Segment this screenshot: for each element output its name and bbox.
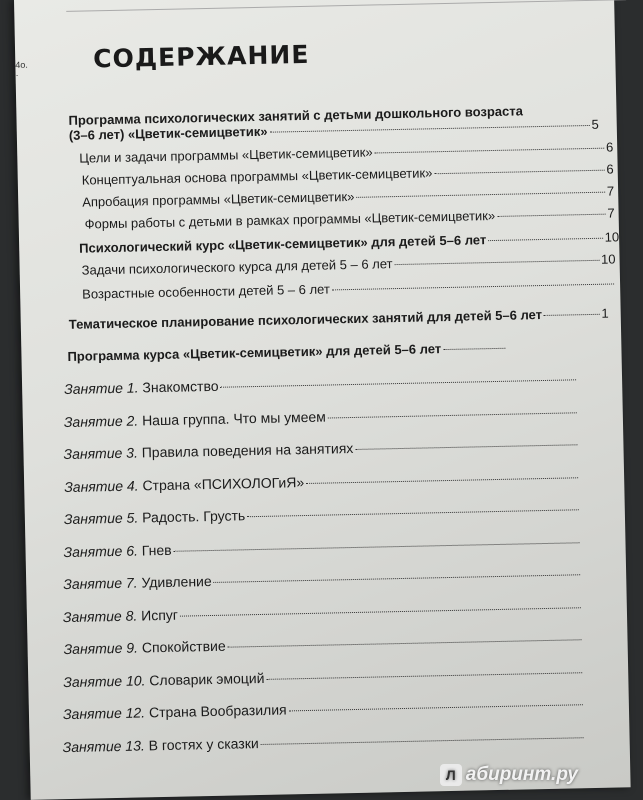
toc-lesson [63, 565, 582, 592]
dot-leader [247, 509, 579, 517]
dot-leader [356, 192, 605, 198]
lesson-title: Страна Вообразилия [148, 701, 287, 721]
toc-lesson-label [63, 669, 264, 689]
dot-leader [174, 542, 580, 552]
toc-item-label: Задачи психологического курса для детей 5 – 6 лет [81, 256, 393, 278]
toc-lesson-label [64, 378, 219, 397]
book-page [14, 0, 631, 800]
toc-item-page: 6 [606, 161, 614, 177]
toc-lesson-label [64, 507, 246, 527]
dot-leader [306, 477, 578, 484]
margin-notes [15, 60, 33, 260]
toc-lesson [63, 695, 585, 722]
toc-section-1 [68, 102, 599, 143]
toc-lesson-label [63, 606, 178, 624]
toc-item-label: Возрастные особенности детей 5 – 6 лет [82, 281, 330, 302]
dot-leader [544, 314, 599, 316]
toc-item-page: 6 [605, 139, 614, 155]
toc-item [82, 161, 614, 187]
watermark-text: абиринт.ру [465, 764, 578, 785]
top-rule [66, 0, 626, 12]
dot-leader [289, 704, 583, 711]
lesson-number: Занятие 7. [63, 574, 142, 593]
lesson-title: Гнев [141, 541, 172, 558]
lesson-number: Занятие 10. [63, 671, 150, 690]
dot-leader [270, 125, 590, 133]
toc-item [82, 251, 616, 277]
toc-lesson [62, 728, 585, 755]
dot-leader [221, 379, 577, 387]
lesson-title: Страна «ПСИХОЛОГиЯ» [142, 473, 305, 493]
dot-leader [332, 283, 614, 290]
toc-item [79, 139, 613, 165]
lesson-title: Радость. Грусть [141, 507, 246, 526]
toc-item-label: Цели и задачи программы «Цветик-семицветик» [79, 144, 373, 166]
lesson-title: Испуг [141, 606, 179, 623]
toc-item-label: Апробация программы «Цветик-семицветик» [82, 188, 355, 210]
toc-lesson-label [63, 541, 171, 559]
dot-leader [214, 574, 580, 583]
dot-leader [497, 214, 605, 217]
toc-section-1-line1: Программа психологических занятий с детьми дошкольного возраста [68, 103, 524, 128]
toc-lesson-label [62, 735, 258, 755]
toc-lesson [64, 403, 579, 430]
dot-leader [328, 412, 577, 418]
watermark [440, 764, 578, 786]
page-title: СОДЕРЖАНИЕ [92, 39, 310, 74]
lesson-number: Занятие 9. [63, 639, 143, 658]
lesson-title: Знакомство [142, 377, 219, 396]
toc-section-2-label: Психологический курс «Цветик-семицветик» для детей 5–6 лет [79, 232, 487, 256]
toc-lesson-label [63, 701, 287, 722]
toc-item-page: 7 [607, 205, 615, 221]
toc-item-label: Формы работы с детьми в рамках программы «Цветик-семицветик» [84, 207, 496, 232]
toc-lesson [63, 598, 583, 625]
dot-leader [375, 148, 604, 154]
dot-leader [261, 737, 584, 745]
toc-section-4-label: Программа курса «Цветик-семицветик» для детей 5–6 лет [67, 341, 442, 364]
lesson-title: Удивление [141, 572, 212, 591]
toc-section-2-page: 10 [604, 229, 620, 245]
lesson-number: Занятие 3. [63, 444, 142, 463]
toc-lesson [63, 533, 581, 560]
toc-section-2 [79, 229, 619, 255]
toc-lesson-label [63, 573, 212, 592]
toc-lesson [64, 370, 578, 397]
toc-lesson-label [64, 474, 304, 495]
lesson-number: Занятие 2. [63, 411, 143, 430]
toc-lesson [64, 468, 580, 495]
toc-lesson-label [63, 440, 353, 462]
lesson-number: Занятие 6. [63, 541, 142, 560]
lesson-number: Занятие 4. [64, 476, 143, 495]
labirint-logo-icon: Л [440, 764, 462, 786]
toc-item-label: Концептуальная основа программы «Цветик-семицветик» [81, 165, 433, 188]
toc-item-page: 10 [600, 251, 616, 267]
lesson-title: Наша группа. Что мы умеем [141, 408, 326, 428]
lesson-title: Словарик эмоций [149, 669, 265, 688]
dot-leader [434, 170, 604, 175]
lesson-number: Занятие 8. [62, 606, 142, 625]
toc-section-4 [67, 340, 507, 364]
toc-lesson [63, 435, 579, 462]
toc-section-3-label: Тематическое планирование психологических занятий для детей 5–6 лет [68, 307, 543, 332]
lesson-title: Спокойствие [141, 637, 226, 656]
toc-item [85, 205, 615, 231]
dot-leader [395, 260, 600, 265]
margin-note: 4о. [15, 59, 28, 70]
lesson-number: Занятие 13. [62, 736, 149, 755]
toc-section-3-page: 1 [601, 305, 609, 321]
lesson-number: Занятие 1. [63, 379, 143, 398]
toc-lesson [64, 500, 581, 527]
toc-section-3 [69, 306, 609, 332]
lesson-number: Занятие 5. [63, 509, 143, 528]
dot-leader [488, 238, 602, 241]
lesson-title: В гостях у сказки [148, 734, 259, 753]
dot-leader [228, 639, 582, 647]
lesson-title: Правила поведения на занятиях [141, 439, 354, 461]
dot-leader [355, 444, 577, 450]
toc-lesson [63, 663, 584, 690]
dot-leader [180, 607, 581, 616]
toc-item-page: 7 [606, 183, 615, 199]
dot-leader [443, 348, 505, 350]
toc-section-1-line2: (3–6 лет) «Цветик-семицветик» [68, 123, 268, 143]
toc-lesson [63, 630, 583, 657]
dot-leader [266, 672, 582, 680]
toc-lesson-label [63, 638, 225, 657]
toc-lesson-label [64, 408, 326, 429]
lesson-number: Занятие 12. [62, 704, 150, 723]
toc-item [82, 183, 614, 209]
toc-section-1-page: 5 [591, 116, 599, 132]
margin-note: · [15, 69, 19, 80]
toc-item [82, 275, 616, 301]
